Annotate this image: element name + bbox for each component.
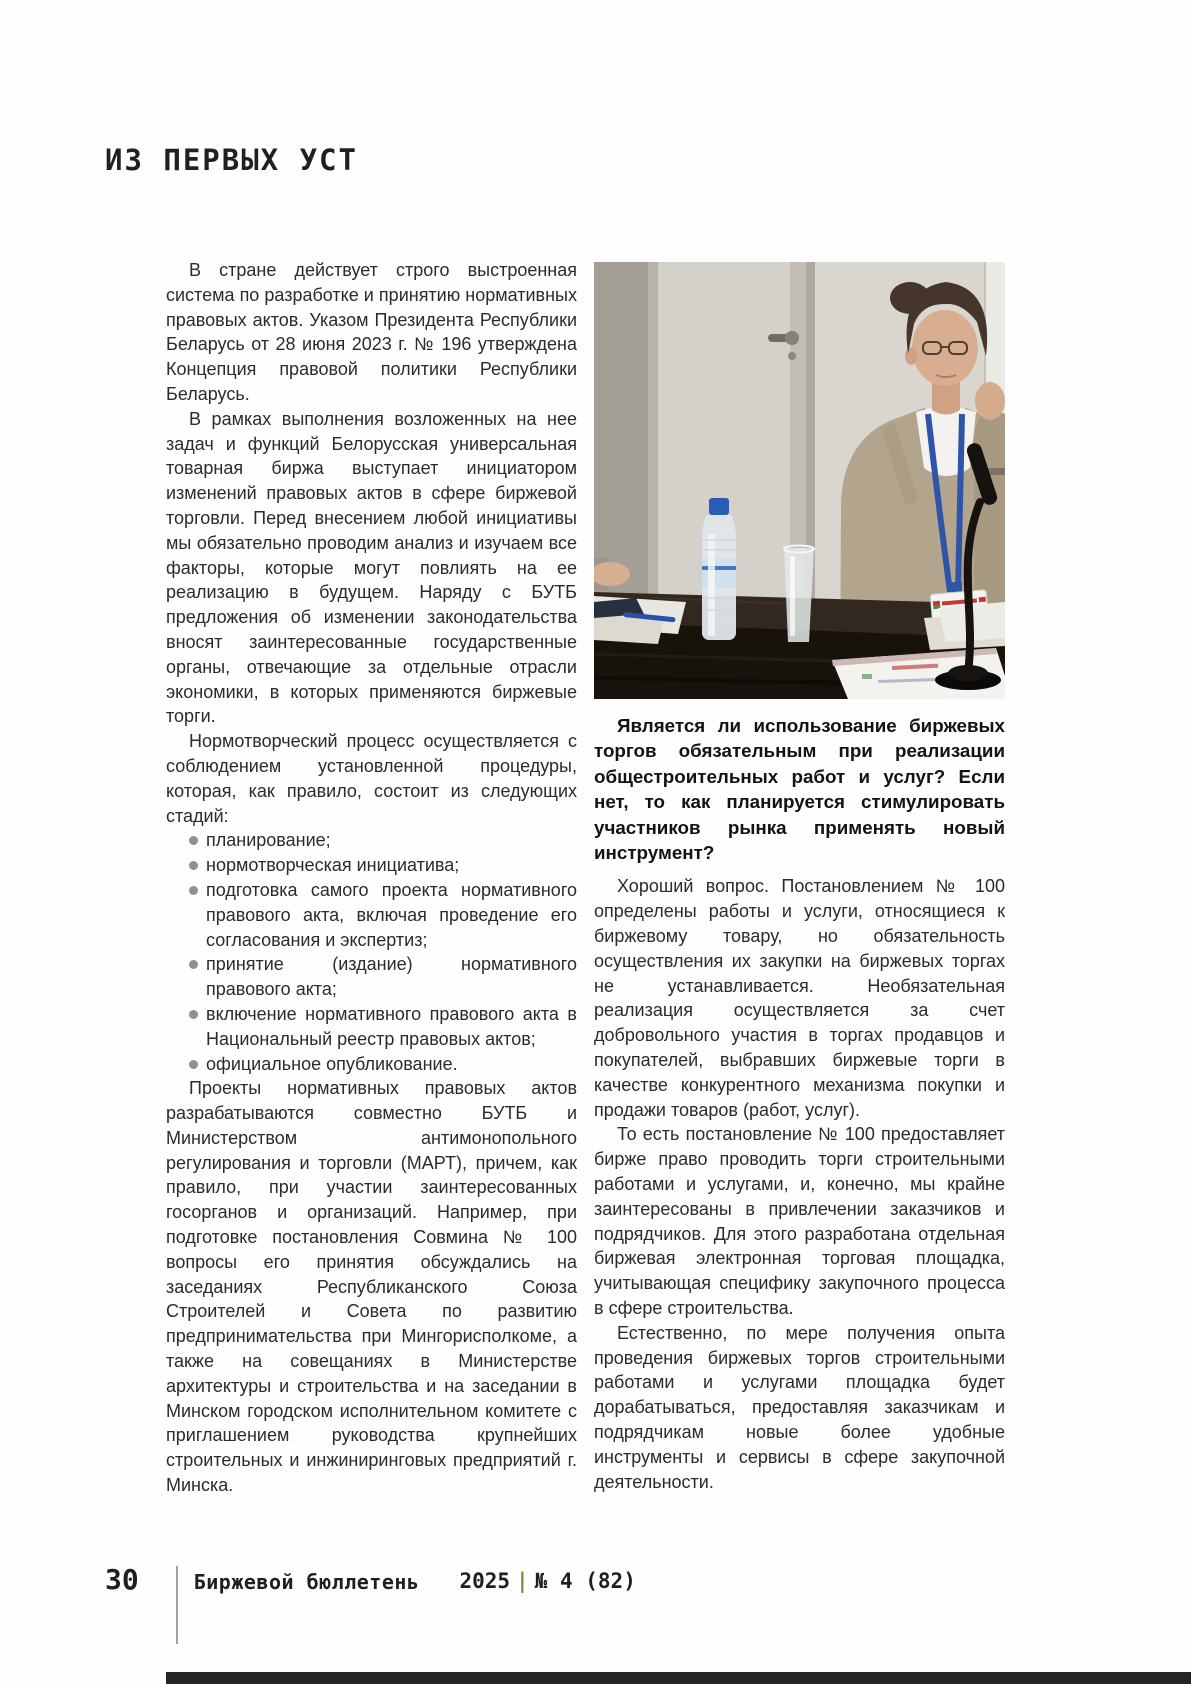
stages-list (166, 828, 577, 1076)
answer-paragraph: То есть постановление № 100 предоставляет бирже право проводить торги строительными работами и услугами, и, конечно, мы крайне заинтересованы в привлечении заказчиков и подрядчиков. Для этого разработана отдельная биржевая электронная торговая площадка, учитывающая специфику закупочного процесса в сфере строительства. (594, 1124, 1005, 1318)
interview-question: Является ли использование биржевых торгов обязательным при реализации общестроительных работ и услуг? Если нет, то как планируется стимулировать участников рынка применять новый инструмент? (594, 715, 1005, 864)
interview-photo (594, 262, 1005, 699)
left-column (166, 258, 577, 1498)
answer-paragraph: Естественно, по мере получения опыта проведения биржевых торгов строительными работами и услугами площадка будет дорабатываться, предоставляя заказчикам и подрядчикам новые более удобные инструменты и сервисы в сфере закупочной деятельности. (594, 1322, 1005, 1492)
paragraph: В рамках выполнения возложенных на нее задач и функций Белорусская универсальная товарная биржа выступает инициатором изменений правовых актов в сфере биржевой торговли. Перед внесением любой инициативы мы обязательно проводим анализ и изучаем все факторы, которые могут повлиять на ее реализацию в будущем. Наряду с БУТБ предложения об изменении законодательства вносят заинтересованные государственные органы, отвечающие за отдельные отрасли экономики, в которых применяются биржевые торги. (166, 408, 577, 727)
water-glass (784, 546, 814, 643)
list-item-text: нормотворческая инициатива; (206, 855, 460, 876)
water-bottle (702, 498, 736, 640)
list-item-text: планирование; (206, 830, 331, 851)
paragraph: В стране действует строго выстроенная система по разработке и принятию нормативных правовых актов. Указом Президента Республики Беларусь от 28 июня 2023 г. № 196 утверждена Концепция правовой политики Республики Беларусь. (166, 260, 577, 404)
paragraph: Нормотворческий процесс осуществляется с соблюдением установленной процедуры, которая, как правило, состоит из следующих стадий: (166, 731, 577, 826)
page-number: 30 (105, 1563, 139, 1596)
list-item-text: официальное опубликование. (206, 1053, 458, 1074)
paragraph: Проекты нормативных правовых актов разрабатываются совместно БУТБ и Министерством антимонопольного регулирования и торговли (МАРТ), причем, как правило, при участии заинтересованных госорганов и организаций. Например, при подготовке постановления Совмина № 100 вопросы его принятия обсуждались на заседаниях Республиканского Союза Строителей и Совета по развитию предпринимательства при Мингорисполкоме, а также на совещаниях в Министерстве архитектуры и строительства и на заседании в Минском городском исполнительном комитете с приглашением руководства крупнейших строительных и инжиниринговых предприятий г. Минска. (166, 1078, 577, 1496)
bullet-icon (189, 960, 198, 969)
intro-paragraphs (166, 258, 577, 828)
page-kicker: ИЗ ПЕРВЫХ УСТ (105, 143, 358, 177)
answer-paragraph: Хороший вопрос. Постановлением № 100 определены работы и услуги, относящиеся к биржевому товару, но обязательность осуществления их закупки на биржевых торгах не устанавливается. Необязательная реализация осуществляется за счет добровольного участия в торгах продавцов и покупателей, выбравших биржевые торги в качестве конкурентного механизма покупки и продажи товаров (работ, услуг). (594, 876, 1005, 1120)
issue-separator: | (516, 1569, 529, 1593)
list-item (166, 1052, 577, 1077)
interview-photo-illustration (594, 262, 1005, 699)
hand (975, 382, 1005, 420)
list-item (166, 853, 577, 878)
list-item (166, 952, 577, 1002)
issue-number: № 4 (82) (534, 1569, 636, 1593)
bullet-icon (189, 1010, 198, 1019)
list-item (166, 828, 577, 853)
issue-year: 2025 (459, 1569, 511, 1593)
closing-paragraphs (166, 1076, 577, 1498)
list-item-text: принятие (издание) нормативного правового акта; (206, 954, 577, 1000)
bullet-icon (189, 861, 198, 870)
bullet-icon (189, 1060, 198, 1069)
bottom-edge-bar (166, 1672, 1191, 1684)
list-item (166, 1002, 577, 1052)
publication-title: Биржевой бюллетень (193, 1570, 420, 1594)
page-footer (105, 1563, 636, 1644)
list-item-text: включение нормативного правового акта в Национальный реестр правовых актов; (206, 1003, 577, 1049)
list-item (166, 878, 577, 952)
white-shirt (916, 404, 976, 476)
interview-answers (594, 874, 1005, 1494)
bullet-icon (189, 836, 198, 845)
list-item-text: подготовка самого проекта нормативного правового акта, включая проведение его согласования и экспертиз; (206, 879, 577, 950)
bullet-icon (189, 886, 198, 895)
right-column (594, 262, 1005, 1494)
issue-info (459, 1566, 635, 1593)
footer-divider (176, 1566, 178, 1644)
